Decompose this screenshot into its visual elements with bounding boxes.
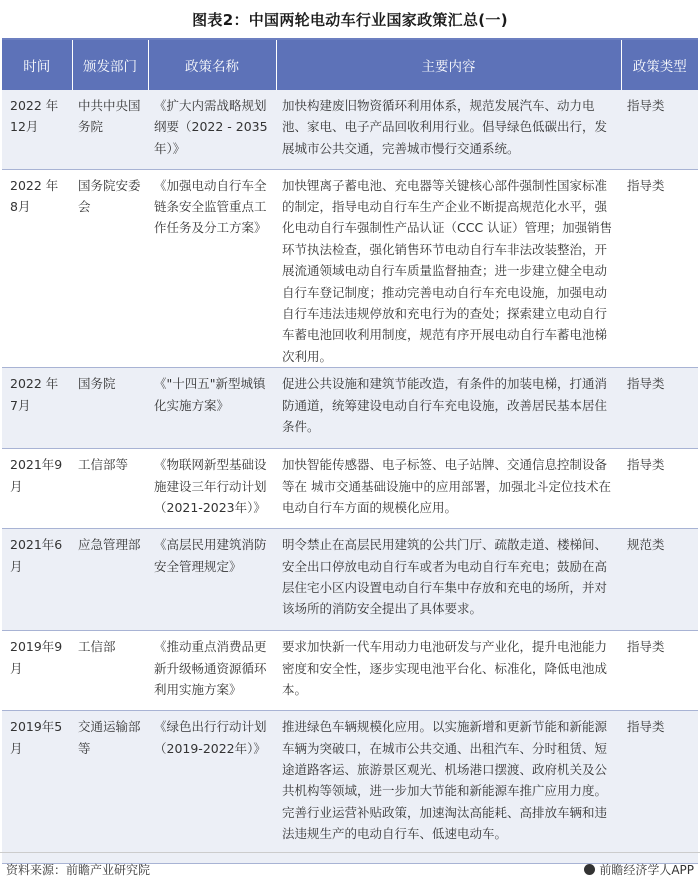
cell-policy-name: 《高层民用建筑消防安全管理规定》 xyxy=(148,529,276,631)
cell-department: 国务院安委会 xyxy=(72,169,148,368)
table-row xyxy=(2,631,698,711)
cell-date: 2019年5月 xyxy=(2,711,72,864)
cell-department: 国务院 xyxy=(72,368,148,449)
table-row xyxy=(2,368,698,449)
cell-department: 工信部 xyxy=(72,631,148,711)
source-note: 资料来源：前瞻产业研究院 xyxy=(6,863,151,877)
cell-department: 工信部等 xyxy=(72,449,148,529)
cell-date: 2021年9月 xyxy=(2,449,72,529)
policy-table xyxy=(2,38,698,864)
table-row xyxy=(2,449,698,529)
table-row xyxy=(2,90,698,169)
cell-policy-type: 指导类 xyxy=(621,449,698,529)
table-row xyxy=(2,711,698,864)
header-date: 时间 xyxy=(2,39,72,90)
cell-main-content: 明令禁止在高层民用建筑的公共门厅、疏散走道、楼梯间、安全出口停放电动自行车或者为电动自行车充电；鼓励在高层住宅小区内设置电动自行车集中存放和充电的场所，并对该场所的消防安全提出了具体要求。 xyxy=(276,529,621,631)
brand-label: 前瞻经济学人APP xyxy=(599,863,694,877)
cell-main-content: 促进公共设施和建筑节能改造，有条件的加装电梯，打通消防通道，统筹建设电动自行车充电设施，改善居民基本居住条件。 xyxy=(276,368,621,449)
cell-policy-type: 指导类 xyxy=(621,711,698,864)
cell-department: 交通运输部等 xyxy=(72,711,148,864)
cell-date: 2019年9月 xyxy=(2,631,72,711)
cell-policy-type: 指导类 xyxy=(621,169,698,368)
page-title: 图表2：中国两轮电动车行业国家政策汇总(一) xyxy=(192,10,508,29)
header-main-content: 主要内容 xyxy=(276,39,621,90)
cell-policy-name: 《物联网新型基础设施建设三年行动计划（2021-2023年）》 xyxy=(148,449,276,529)
cell-policy-type: 指导类 xyxy=(621,631,698,711)
cell-policy-name: 《扩大内需战略规划纲要（2022 - 2035年）》 xyxy=(148,90,276,169)
cell-date: 2022 年 7月 xyxy=(2,368,72,449)
cell-date: 2021年6月 xyxy=(2,529,72,631)
cell-policy-name: 《推动重点消费品更新升级畅通资源循环利用实施方案》 xyxy=(148,631,276,711)
table-header-row xyxy=(2,39,698,90)
cell-date: 2022 年 8月 xyxy=(2,169,72,368)
cell-policy-type: 指导类 xyxy=(621,90,698,169)
qianzhan-logo-icon xyxy=(584,864,595,875)
table-row xyxy=(2,529,698,631)
cell-main-content: 加快构建废旧物资循环利用体系，规范发展汽车、动力电池、家电、电子产品回收利用行业。倡导绿色低碳出行，发展城市公共交通，完善城市慢行交通系统。 xyxy=(276,90,621,169)
cell-policy-name: 《加强电动自行车全链条安全监管重点工作任务及分工方案》 xyxy=(148,169,276,368)
cell-department: 应急管理部 xyxy=(72,529,148,631)
cell-date: 2022 年 12月 xyxy=(2,90,72,169)
cell-department: 中共中央国务院 xyxy=(72,90,148,169)
cell-policy-name: 《"十四五"新型城镇化实施方案》 xyxy=(148,368,276,449)
header-department: 颁发部门 xyxy=(72,39,148,90)
cell-policy-type: 指导类 xyxy=(621,368,698,449)
table-row xyxy=(2,169,698,368)
cell-policy-type: 规范类 xyxy=(621,529,698,631)
cell-main-content: 要求加快新一代车用动力电池研发与产业化，提升电池能力密度和安全性，逐步实现电池平台化、标准化，降低电池成本。 xyxy=(276,631,621,711)
cell-main-content: 加快锂离子蓄电池、充电器等关键核心部件强制性国家标准的制定，指导电动自行车生产企业不断提高规范化水平，强化电动自行车强制性产品认证（CCC 认证）管理；加强销售环节执法检查，强化销售环节电动自行车非法改装整治，开展流通领域电动自行车质量监督抽查；进一步建立健全电动自行车登记制度；推动完善电动自行车充电设施，加强电动自行车违法违规停放和充电行为的查处；探索建立电动自行车蓄电池回收利用制度，规范有序开展电动自行车蓄电池梯次利用。 xyxy=(276,169,621,368)
footer xyxy=(0,852,700,887)
header-policy-name: 政策名称 xyxy=(148,39,276,90)
header-policy-type: 政策类型 xyxy=(621,39,698,90)
cell-policy-name: 《绿色出行行动计划（2019-2022年）》 xyxy=(148,711,276,864)
brand-credit xyxy=(584,861,694,878)
cell-main-content: 推进绿色车辆规模化应用。以实施新增和更新节能和新能源车辆为突破口，在城市公共交通、出租汽车、分时租赁、短途道路客运、旅游景区观光、机场港口摆渡、政府机关及公共机构等领域，进一步加大节能和新能源车推广应用力度。完善行业运营补贴政策，加速淘汰高能耗、高排放车辆和违法违规生产的电动自行车、低速电动车。 xyxy=(276,711,621,864)
cell-main-content: 加快智能传感器、电子标签、电子站牌、交通信息控制设备等在 城市交通基础设施中的应用部署，加强北斗定位技术在电动自行车方面的规模化应用。 xyxy=(276,449,621,529)
